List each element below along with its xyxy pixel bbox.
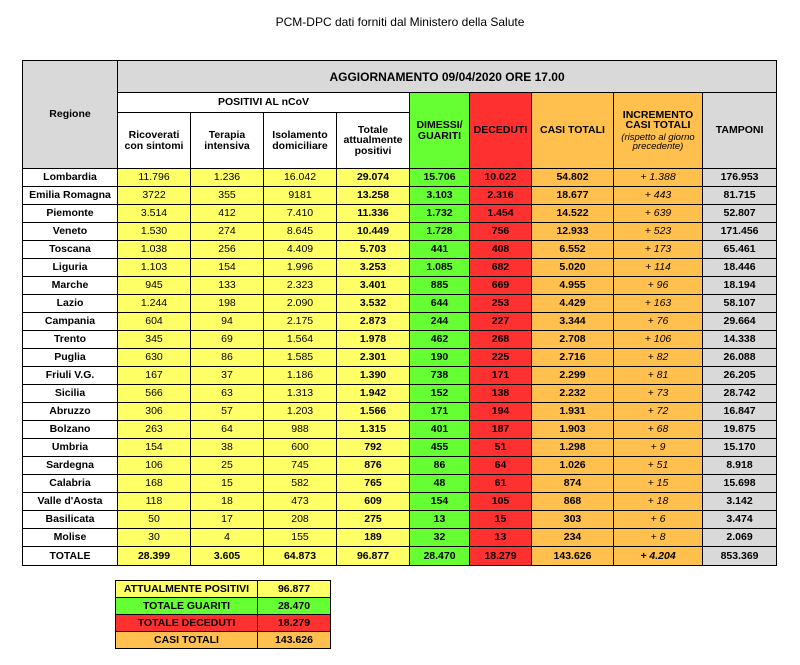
cell-regione: Basilicata xyxy=(23,511,118,529)
cell-regione: Calabria xyxy=(23,475,118,493)
cell-deceduti: 268 xyxy=(470,331,532,349)
cell-deceduti: 105 xyxy=(470,493,532,511)
cell-incremento: + 106 xyxy=(614,331,703,349)
cell-ricoverati: 30 xyxy=(118,529,191,547)
table-row xyxy=(23,169,777,187)
cell-incremento: + 9 xyxy=(614,439,703,457)
header-casi-totali: CASI TOTALI xyxy=(532,93,614,169)
cell-casi-totali: 874 xyxy=(532,475,614,493)
cell-terapia: 15 xyxy=(191,475,264,493)
cell-terapia: 133 xyxy=(191,277,264,295)
cell-totale-positivi: 1.978 xyxy=(337,331,410,349)
cell-ricoverati: 11.796 xyxy=(118,169,191,187)
cell-terapia: 57 xyxy=(191,403,264,421)
cell-totale-positivi: 609 xyxy=(337,493,410,511)
cell-casi-totali: 5.020 xyxy=(532,259,614,277)
cell-totale-positivi: 3.401 xyxy=(337,277,410,295)
cell-totale-positivi: 189 xyxy=(337,529,410,547)
cell-incremento: + 163 xyxy=(614,295,703,313)
cell-terapia: 69 xyxy=(191,331,264,349)
cell-deceduti: 756 xyxy=(470,223,532,241)
cell-terapia: 94 xyxy=(191,313,264,331)
cell-terapia: 355 xyxy=(191,187,264,205)
cell-dimessi: 441 xyxy=(410,241,470,259)
table-row xyxy=(23,331,777,349)
summary-label: TOTALE DECEDUTI xyxy=(116,615,258,632)
cell-ricoverati: 50 xyxy=(118,511,191,529)
cell-tamponi: 15.170 xyxy=(703,439,777,457)
cell-totale-positivi: 5.703 xyxy=(337,241,410,259)
cell-tamponi: 18.446 xyxy=(703,259,777,277)
cell-isolamento: 1.996 xyxy=(264,259,337,277)
table-row xyxy=(23,295,777,313)
cell-deceduti: 10.022 xyxy=(470,169,532,187)
summary-label: CASI TOTALI xyxy=(116,632,258,649)
cell-totale-positivi: 2.301 xyxy=(337,349,410,367)
cell-regione: Sicilia xyxy=(23,385,118,403)
cell-dimessi: 3.103 xyxy=(410,187,470,205)
cell-regione: Liguria xyxy=(23,259,118,277)
table-row xyxy=(23,403,777,421)
summary-row xyxy=(116,581,331,598)
cell-isolamento: 1.564 xyxy=(264,331,337,349)
cell-tamponi: 65.461 xyxy=(703,241,777,259)
header-isolamento: Isolamento domiciliare xyxy=(264,113,337,169)
summary-label: TOTALE GUARITI xyxy=(116,598,258,615)
cell-ricoverati: 167 xyxy=(118,367,191,385)
update-title: AGGIORNAMENTO 09/04/2020 ORE 17.00 xyxy=(118,61,777,93)
cell-dimessi: 738 xyxy=(410,367,470,385)
total-terapia: 3.605 xyxy=(191,547,264,566)
cell-dimessi: 455 xyxy=(410,439,470,457)
cell-isolamento: 155 xyxy=(264,529,337,547)
cell-ricoverati: 1.103 xyxy=(118,259,191,277)
cell-casi-totali: 303 xyxy=(532,511,614,529)
cell-isolamento: 1.186 xyxy=(264,367,337,385)
cell-casi-totali: 18.677 xyxy=(532,187,614,205)
cell-terapia: 17 xyxy=(191,511,264,529)
cell-ricoverati: 168 xyxy=(118,475,191,493)
cell-deceduti: 669 xyxy=(470,277,532,295)
cell-incremento: + 114 xyxy=(614,259,703,277)
cell-ricoverati: 604 xyxy=(118,313,191,331)
cell-casi-totali: 3.344 xyxy=(532,313,614,331)
cell-dimessi: 1.085 xyxy=(410,259,470,277)
cell-incremento: + 6 xyxy=(614,511,703,529)
cell-casi-totali: 1.931 xyxy=(532,403,614,421)
header-dimessi: DIMESSI/ GUARITI xyxy=(410,93,470,169)
cell-ricoverati: 263 xyxy=(118,421,191,439)
cell-terapia: 38 xyxy=(191,439,264,457)
cell-isolamento: 2.175 xyxy=(264,313,337,331)
cell-deceduti: 227 xyxy=(470,313,532,331)
cell-deceduti: 682 xyxy=(470,259,532,277)
table-row xyxy=(23,511,777,529)
header-ricoverati: Ricoverati con sintomi xyxy=(118,113,191,169)
cell-deceduti: 2.316 xyxy=(470,187,532,205)
cell-tamponi: 14.338 xyxy=(703,331,777,349)
cell-isolamento: 7.410 xyxy=(264,205,337,223)
cell-terapia: 63 xyxy=(191,385,264,403)
cell-ricoverati: 1.038 xyxy=(118,241,191,259)
cell-casi-totali: 1.298 xyxy=(532,439,614,457)
cell-casi-totali: 12.933 xyxy=(532,223,614,241)
table-row xyxy=(23,223,777,241)
cell-isolamento: 16.042 xyxy=(264,169,337,187)
table-row xyxy=(23,493,777,511)
cell-ricoverati: 1.244 xyxy=(118,295,191,313)
cell-terapia: 25 xyxy=(191,457,264,475)
table-row xyxy=(23,313,777,331)
cell-casi-totali: 14.522 xyxy=(532,205,614,223)
cell-dimessi: 462 xyxy=(410,331,470,349)
total-incremento: + 4.204 xyxy=(614,547,703,566)
cell-totale-positivi: 1.566 xyxy=(337,403,410,421)
cell-incremento: + 76 xyxy=(614,313,703,331)
cell-deceduti: 64 xyxy=(470,457,532,475)
cell-tamponi: 58.107 xyxy=(703,295,777,313)
cell-isolamento: 1.313 xyxy=(264,385,337,403)
source-caption: PCM-DPC dati forniti dal Ministero della Salute xyxy=(275,15,525,29)
cell-tamponi: 29.664 xyxy=(703,313,777,331)
covid-table xyxy=(22,60,777,566)
header-regione: Regione xyxy=(23,61,118,169)
cell-regione: Lazio xyxy=(23,295,118,313)
summary-table xyxy=(115,580,331,649)
table-body xyxy=(23,169,777,547)
cell-isolamento: 208 xyxy=(264,511,337,529)
cell-dimessi: 244 xyxy=(410,313,470,331)
cell-dimessi: 401 xyxy=(410,421,470,439)
cell-isolamento: 2.090 xyxy=(264,295,337,313)
total-label: TOTALE xyxy=(23,547,118,566)
total-tamponi: 853.369 xyxy=(703,547,777,566)
cell-terapia: 86 xyxy=(191,349,264,367)
cell-casi-totali: 1.026 xyxy=(532,457,614,475)
cell-isolamento: 582 xyxy=(264,475,337,493)
summary-value: 96.877 xyxy=(258,581,331,598)
header-incremento xyxy=(614,93,703,169)
cell-incremento: + 96 xyxy=(614,277,703,295)
cell-tamponi: 18.194 xyxy=(703,277,777,295)
cell-ricoverati: 154 xyxy=(118,439,191,457)
cell-deceduti: 51 xyxy=(470,439,532,457)
cell-deceduti: 15 xyxy=(470,511,532,529)
table-row xyxy=(23,277,777,295)
summary-value: 143.626 xyxy=(258,632,331,649)
cell-terapia: 198 xyxy=(191,295,264,313)
cell-tamponi: 3.142 xyxy=(703,493,777,511)
table-row xyxy=(23,259,777,277)
cell-regione: Valle d'Aosta xyxy=(23,493,118,511)
total-casi-totali: 143.626 xyxy=(532,547,614,566)
cell-ricoverati: 106 xyxy=(118,457,191,475)
cell-regione: Umbria xyxy=(23,439,118,457)
cell-isolamento: 8.645 xyxy=(264,223,337,241)
cell-ricoverati: 1.530 xyxy=(118,223,191,241)
header-tamponi: TAMPONI xyxy=(703,93,777,169)
cell-casi-totali: 2.299 xyxy=(532,367,614,385)
header-totale-positivi: Totale attualmente positivi xyxy=(337,113,410,169)
cell-ricoverati: 945 xyxy=(118,277,191,295)
cell-incremento: + 443 xyxy=(614,187,703,205)
cell-incremento: + 73 xyxy=(614,385,703,403)
cell-terapia: 154 xyxy=(191,259,264,277)
cell-incremento: + 68 xyxy=(614,421,703,439)
cell-regione: Veneto xyxy=(23,223,118,241)
cell-deceduti: 194 xyxy=(470,403,532,421)
cell-terapia: 1.236 xyxy=(191,169,264,187)
table-row xyxy=(23,187,777,205)
cell-totale-positivi: 10.449 xyxy=(337,223,410,241)
cell-isolamento: 988 xyxy=(264,421,337,439)
cell-terapia: 4 xyxy=(191,529,264,547)
cell-tamponi: 176.953 xyxy=(703,169,777,187)
header-incremento-label: INCREMENTO CASI TOTALI xyxy=(622,108,694,131)
cell-isolamento: 1.585 xyxy=(264,349,337,367)
cell-deceduti: 138 xyxy=(470,385,532,403)
cell-deceduti: 225 xyxy=(470,349,532,367)
cell-incremento: + 82 xyxy=(614,349,703,367)
cell-terapia: 64 xyxy=(191,421,264,439)
cell-regione: Lombardia xyxy=(23,169,118,187)
cell-dimessi: 644 xyxy=(410,295,470,313)
cell-totale-positivi: 1.315 xyxy=(337,421,410,439)
cell-tamponi: 28.742 xyxy=(703,385,777,403)
cell-isolamento: 600 xyxy=(264,439,337,457)
cell-totale-positivi: 29.074 xyxy=(337,169,410,187)
cell-tamponi: 26.088 xyxy=(703,349,777,367)
cell-totale-positivi: 2.873 xyxy=(337,313,410,331)
cell-terapia: 37 xyxy=(191,367,264,385)
cell-casi-totali: 4.429 xyxy=(532,295,614,313)
cell-ricoverati: 345 xyxy=(118,331,191,349)
cell-dimessi: 15.706 xyxy=(410,169,470,187)
table-row xyxy=(23,475,777,493)
cell-tamponi: 81.715 xyxy=(703,187,777,205)
cell-isolamento: 4.409 xyxy=(264,241,337,259)
cell-regione: Toscana xyxy=(23,241,118,259)
cell-regione: Trento xyxy=(23,331,118,349)
cell-dimessi: 190 xyxy=(410,349,470,367)
cell-dimessi: 154 xyxy=(410,493,470,511)
cell-ricoverati: 3.514 xyxy=(118,205,191,223)
cell-dimessi: 152 xyxy=(410,385,470,403)
cell-incremento: + 173 xyxy=(614,241,703,259)
cell-regione: Bolzano xyxy=(23,421,118,439)
summary-value: 28.470 xyxy=(258,598,331,615)
cell-totale-positivi: 876 xyxy=(337,457,410,475)
table-row xyxy=(23,349,777,367)
table-row xyxy=(23,205,777,223)
total-row xyxy=(23,547,777,566)
cell-incremento: + 523 xyxy=(614,223,703,241)
cell-ricoverati: 3722 xyxy=(118,187,191,205)
cell-terapia: 412 xyxy=(191,205,264,223)
total-dimessi: 28.470 xyxy=(410,547,470,566)
cell-deceduti: 171 xyxy=(470,367,532,385)
total-deceduti: 18.279 xyxy=(470,547,532,566)
cell-incremento: + 81 xyxy=(614,367,703,385)
cell-regione: Marche xyxy=(23,277,118,295)
cell-regione: Abruzzo xyxy=(23,403,118,421)
cell-terapia: 18 xyxy=(191,493,264,511)
cell-totale-positivi: 3.532 xyxy=(337,295,410,313)
cell-totale-positivi: 1.390 xyxy=(337,367,410,385)
cell-tamponi: 15.698 xyxy=(703,475,777,493)
cell-tamponi: 3.474 xyxy=(703,511,777,529)
cell-incremento: + 639 xyxy=(614,205,703,223)
cell-tamponi: 8.918 xyxy=(703,457,777,475)
cell-incremento: + 15 xyxy=(614,475,703,493)
cell-regione: Piemonte xyxy=(23,205,118,223)
cell-incremento: + 8 xyxy=(614,529,703,547)
cell-ricoverati: 566 xyxy=(118,385,191,403)
cell-regione: Emilia Romagna xyxy=(23,187,118,205)
cell-ricoverati: 118 xyxy=(118,493,191,511)
cell-incremento: + 1.388 xyxy=(614,169,703,187)
cell-casi-totali: 2.708 xyxy=(532,331,614,349)
total-totale-positivi: 96.877 xyxy=(337,547,410,566)
cell-tamponi: 16.847 xyxy=(703,403,777,421)
cell-dimessi: 1.732 xyxy=(410,205,470,223)
cell-terapia: 274 xyxy=(191,223,264,241)
header-terapia: Terapia intensiva xyxy=(191,113,264,169)
cell-incremento: + 18 xyxy=(614,493,703,511)
cell-dimessi: 171 xyxy=(410,403,470,421)
cell-isolamento: 745 xyxy=(264,457,337,475)
cell-casi-totali: 2.716 xyxy=(532,349,614,367)
header-incremento-note: (rispetto al giorno precedente) xyxy=(621,131,695,152)
cell-casi-totali: 2.232 xyxy=(532,385,614,403)
cell-tamponi: 26.205 xyxy=(703,367,777,385)
summary-value: 18.279 xyxy=(258,615,331,632)
cell-isolamento: 2.323 xyxy=(264,277,337,295)
table-row xyxy=(23,421,777,439)
cell-totale-positivi: 275 xyxy=(337,511,410,529)
cell-totale-positivi: 11.336 xyxy=(337,205,410,223)
total-isolamento: 64.873 xyxy=(264,547,337,566)
total-ricoverati: 28.399 xyxy=(118,547,191,566)
cell-dimessi: 13 xyxy=(410,511,470,529)
cell-casi-totali: 54.802 xyxy=(532,169,614,187)
cell-tamponi: 2.069 xyxy=(703,529,777,547)
summary-row xyxy=(116,632,331,649)
cell-ricoverati: 306 xyxy=(118,403,191,421)
cell-regione: Campania xyxy=(23,313,118,331)
cell-incremento: + 72 xyxy=(614,403,703,421)
cell-totale-positivi: 765 xyxy=(337,475,410,493)
cell-regione: Friuli V.G. xyxy=(23,367,118,385)
cell-dimessi: 885 xyxy=(410,277,470,295)
cell-regione: Puglia xyxy=(23,349,118,367)
cell-ricoverati: 630 xyxy=(118,349,191,367)
cell-isolamento: 9181 xyxy=(264,187,337,205)
cell-casi-totali: 868 xyxy=(532,493,614,511)
cell-tamponi: 19.875 xyxy=(703,421,777,439)
cell-deceduti: 13 xyxy=(470,529,532,547)
cell-deceduti: 187 xyxy=(470,421,532,439)
table-row xyxy=(23,241,777,259)
cell-deceduti: 61 xyxy=(470,475,532,493)
table-row xyxy=(23,457,777,475)
header-positivi-group: POSITIVI AL nCoV xyxy=(118,93,410,113)
cell-totale-positivi: 3.253 xyxy=(337,259,410,277)
cell-deceduti: 253 xyxy=(470,295,532,313)
cell-regione: Sardegna xyxy=(23,457,118,475)
table-row xyxy=(23,385,777,403)
table-row xyxy=(23,529,777,547)
cell-dimessi: 48 xyxy=(410,475,470,493)
cell-casi-totali: 6.552 xyxy=(532,241,614,259)
summary-row xyxy=(116,615,331,632)
cell-dimessi: 1.728 xyxy=(410,223,470,241)
cell-terapia: 256 xyxy=(191,241,264,259)
summary-row xyxy=(116,598,331,615)
cell-totale-positivi: 1.942 xyxy=(337,385,410,403)
cell-isolamento: 473 xyxy=(264,493,337,511)
cell-dimessi: 32 xyxy=(410,529,470,547)
cell-casi-totali: 234 xyxy=(532,529,614,547)
cell-casi-totali: 1.903 xyxy=(532,421,614,439)
table-row xyxy=(23,439,777,457)
cell-totale-positivi: 13.258 xyxy=(337,187,410,205)
cell-deceduti: 408 xyxy=(470,241,532,259)
cell-deceduti: 1.454 xyxy=(470,205,532,223)
cell-tamponi: 171.456 xyxy=(703,223,777,241)
cell-incremento: + 51 xyxy=(614,457,703,475)
cell-regione: Molise xyxy=(23,529,118,547)
table-row xyxy=(23,367,777,385)
summary-label: ATTUALMENTE POSITIVI xyxy=(116,581,258,598)
cell-isolamento: 1.203 xyxy=(264,403,337,421)
cell-dimessi: 86 xyxy=(410,457,470,475)
cell-totale-positivi: 792 xyxy=(337,439,410,457)
cell-casi-totali: 4.955 xyxy=(532,277,614,295)
header-deceduti: DECEDUTI xyxy=(470,93,532,169)
cell-tamponi: 52.807 xyxy=(703,205,777,223)
